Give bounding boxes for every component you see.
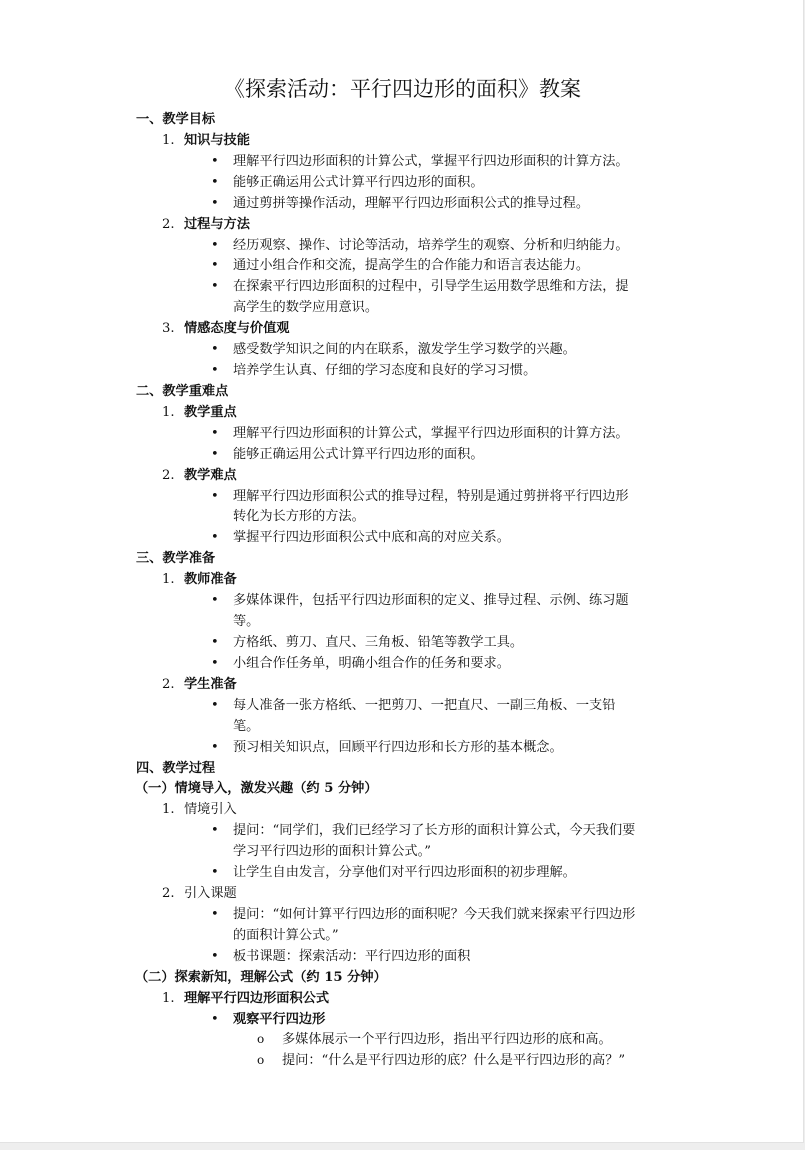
list-number: 1.	[162, 991, 175, 1006]
bullet-item-continuation: 等。	[233, 614, 260, 629]
bullet-item-continuation: 的面积计算公式。”	[233, 928, 339, 943]
bullet-item: 理解平行四边形面积公式的推导过程，特别是通过剪拼将平行四边形	[233, 489, 629, 504]
bullet-item-continuation: 高学生的数学应用意识。	[233, 300, 379, 315]
bullet-item: 小组合作任务单，明确小组合作的任务和要求。	[233, 656, 510, 671]
bullet-item-continuation: 转化为长方形的方法。	[233, 509, 365, 524]
bullet-item: 让学生自由发言，分享他们对平行四边形面积的初步理解。	[233, 865, 576, 880]
list-heading: 知识与技能	[184, 133, 250, 148]
bullet-icon: •	[211, 635, 219, 650]
bullet-icon: •	[211, 447, 219, 462]
bullet-item: 培养学生认真、仔细的学习态度和良好的学习习惯。	[233, 363, 537, 378]
bullet-item: 通过剪拼等操作活动，理解平行四边形面积公式的推导过程。	[233, 196, 590, 211]
section-heading: 四、教学过程	[136, 761, 216, 776]
bullet-icon: •	[211, 342, 219, 357]
bullet-item: 多媒体课件，包括平行四边形面积的定义、推导过程、示例、练习题	[233, 593, 629, 608]
sub-bullet-item: 多媒体展示一个平行四边形，指出平行四边形的底和高。	[282, 1032, 612, 1047]
subsection-heading: （二）探索新知，理解公式（约 15 分钟）	[135, 970, 387, 985]
sub-bullet-icon: o	[257, 1053, 265, 1067]
section-heading: 一、教学目标	[136, 112, 216, 127]
list-number: 1.	[162, 405, 175, 420]
bullet-icon: •	[211, 196, 219, 211]
bullet-icon: •	[211, 363, 219, 378]
bullet-icon: •	[211, 279, 219, 294]
bullet-item-continuation: 学习平行四边形的面积计算公式。”	[233, 844, 431, 859]
bullet-item: 经历观察、操作、讨论等活动，培养学生的观察、分析和归纳能力。	[233, 238, 629, 253]
list-number: 2.	[162, 217, 175, 232]
bullet-icon: •	[211, 656, 219, 671]
sub-bullet-item: 提问：“什么是平行四边形的底？什么是平行四边形的高？”	[282, 1053, 626, 1068]
bullet-item: 在探索平行四边形面积的过程中，引导学生运用数学思维和方法，提	[233, 279, 629, 294]
list-number: 3.	[162, 321, 175, 336]
list-heading: 过程与方法	[184, 217, 250, 232]
bullet-item: 板书课题：探索活动：平行四边形的面积	[233, 949, 471, 964]
subsection-heading: （一）情境导入，激发兴趣（约 5 分钟）	[135, 781, 378, 796]
list-number: 2.	[162, 677, 175, 692]
bullet-icon: •	[211, 426, 219, 441]
bullet-icon: •	[211, 823, 219, 838]
bullet-item: 能够正确运用公式计算平行四边形的面积。	[233, 175, 484, 190]
bullet-item: 预习相关知识点，回顾平行四边形和长方形的基本概念。	[233, 740, 563, 755]
list-heading: 情境引入	[184, 802, 237, 817]
bullet-item: 提问：“同学们，我们已经学习了长方形的面积计算公式，今天我们要	[233, 823, 636, 838]
list-heading: 教师准备	[184, 572, 237, 587]
bullet-icon: •	[211, 698, 219, 713]
sub-bullet-icon: o	[257, 1032, 265, 1046]
bullet-icon: •	[211, 740, 219, 755]
bullet-item: 理解平行四边形面积的计算公式，掌握平行四边形面积的计算方法。	[233, 426, 629, 441]
bullet-icon: •	[211, 593, 219, 608]
bullet-icon: •	[211, 1012, 219, 1027]
bullet-icon: •	[211, 907, 219, 922]
list-heading: 学生准备	[184, 677, 237, 692]
bullet-item-continuation: 笔。	[233, 719, 260, 734]
bullet-item: 每人准备一张方格纸、一把剪刀、一把直尺、一副三角板、一支铅	[233, 698, 616, 713]
bullet-item: 理解平行四边形面积的计算公式，掌握平行四边形面积的计算方法。	[233, 154, 629, 169]
bullet-item: 方格纸、剪刀、直尺、三角板、铅笔等教学工具。	[233, 635, 524, 650]
bullet-item: 通过小组合作和交流，提高学生的合作能力和语言表达能力。	[233, 258, 590, 273]
section-heading: 二、教学重难点	[136, 384, 229, 399]
list-heading: 理解平行四边形面积公式	[184, 991, 330, 1006]
list-number: 1.	[162, 133, 175, 148]
bullet-item: 掌握平行四边形面积公式中底和高的对应关系。	[233, 530, 510, 545]
list-heading: 情感态度与价值观	[184, 321, 290, 336]
section-heading: 三、教学准备	[136, 551, 216, 566]
list-number: 2.	[162, 468, 175, 483]
document-title: 《探索活动：平行四边形的面积》教案	[224, 77, 581, 101]
list-heading: 引入课题	[184, 886, 237, 901]
bullet-item: 观察平行四边形	[233, 1012, 326, 1027]
bullet-icon: •	[211, 258, 219, 273]
bullet-icon: •	[211, 154, 219, 169]
bullet-item: 能够正确运用公式计算平行四边形的面积。	[233, 447, 484, 462]
bullet-icon: •	[211, 238, 219, 253]
list-number: 1.	[162, 802, 175, 817]
list-number: 1.	[162, 572, 175, 587]
bullet-item: 感受数学知识之间的内在联系，激发学生学习数学的兴趣。	[233, 342, 576, 357]
list-number: 2.	[162, 886, 175, 901]
bullet-item: 提问：“如何计算平行四边形的面积呢？今天我们就来探索平行四边形	[233, 907, 636, 922]
bullet-icon: •	[211, 530, 219, 545]
bullet-icon: •	[211, 865, 219, 880]
bullet-icon: •	[211, 949, 219, 964]
bullet-icon: •	[211, 489, 219, 504]
list-heading: 教学重点	[184, 405, 237, 420]
list-heading: 教学难点	[184, 468, 237, 483]
bullet-icon: •	[211, 175, 219, 190]
